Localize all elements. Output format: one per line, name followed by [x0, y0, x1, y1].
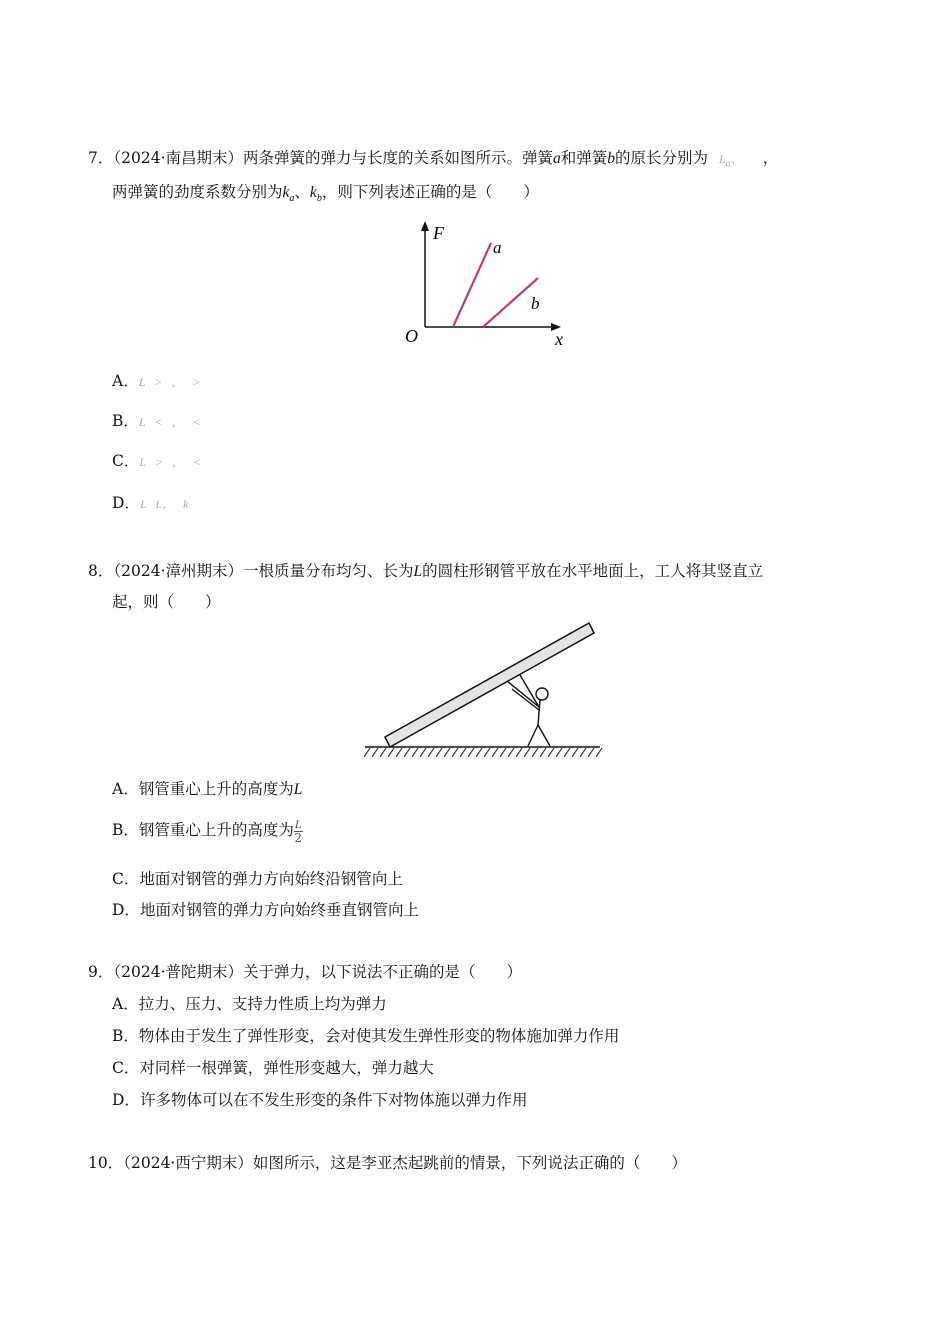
q9-text: 关于弹力，以下说法不正确的是（ ） — [243, 963, 523, 981]
q8-line1 — [88, 560, 763, 583]
q9-option-d-label: D． — [112, 1091, 140, 1109]
q8-ground-hatch — [364, 748, 602, 757]
q7-text2: 和弹簧 — [560, 149, 608, 167]
q7-option-b-content: L < ， < — [138, 415, 201, 429]
q7-lengths-faint: $L_a$、 — [718, 152, 737, 170]
q9-number: 9． — [88, 963, 114, 981]
q8-worker-icon — [507, 675, 550, 746]
q7-option-d-content: L L， k — [139, 497, 189, 511]
q8-text2: 的圆柱形钢管平放在水平地面上，工人将其竖直立 — [422, 562, 764, 580]
q7-option-c-label: C． — [112, 452, 140, 470]
q7-label-O: O — [405, 326, 418, 346]
q10-number: 10． — [88, 1154, 124, 1172]
q9-option-b[interactable] — [112, 1025, 619, 1047]
q8-option-d-label: D． — [112, 901, 140, 919]
q9-line1 — [88, 961, 522, 983]
q8-option-b[interactable] — [112, 812, 303, 848]
q9-option-d[interactable] — [112, 1089, 527, 1111]
q7-line2 — [112, 181, 539, 210]
q8-option-b-text: 钢管重心上升的高度为 — [138, 821, 294, 839]
q7-graph — [395, 215, 585, 350]
q9-option-c-label: C． — [112, 1059, 140, 1077]
q9-option-a-label: A． — [112, 995, 139, 1013]
q8-option-c-text: 地面对钢管的弹力方向始终沿钢管向上 — [139, 870, 403, 888]
q8-fraction-num: L — [294, 816, 302, 831]
q8-option-b-label: B． — [112, 821, 139, 839]
q7-sep: 、 — [294, 183, 310, 201]
q7-ka-sub: a — [289, 193, 295, 205]
q8-fraction-den: 2 — [294, 830, 303, 845]
q7-line2b: ，则下列表述正确的是（ ） — [321, 183, 539, 201]
q7-label-F: F — [433, 223, 444, 243]
q7-y-arrow-icon — [421, 221, 429, 231]
q7-text1: 两条弹簧的弹力与长度的关系如图所示。弹簧 — [243, 149, 554, 167]
q9-option-a[interactable] — [112, 993, 387, 1015]
q7-var-b: b — [607, 150, 616, 167]
q7-option-d[interactable] — [112, 492, 188, 515]
q9-option-b-label: B． — [112, 1027, 139, 1045]
q8-option-d[interactable] — [112, 899, 419, 921]
q7-source: （2024·南昌期末） — [113, 149, 243, 167]
q7-kb: k — [309, 184, 317, 201]
q7-text3: 的原长分别为 — [615, 149, 709, 167]
q8-var-L: L — [413, 563, 423, 580]
q9-option-c[interactable] — [112, 1057, 434, 1079]
q7-var-a: a — [553, 150, 561, 167]
q8-text1: 一根质量分布均匀、长为 — [243, 562, 414, 580]
q10-source: （2024·西宁期末） — [123, 1154, 253, 1172]
q7-option-a-label: A． — [112, 372, 139, 390]
q7-label-a: a — [493, 238, 502, 257]
q8-steel-pipe — [385, 623, 594, 747]
q7-option-c[interactable] — [112, 450, 201, 473]
q10-line1 — [88, 1152, 687, 1174]
q7-lengths-trail: ， — [762, 149, 779, 167]
q9-option-d-text: 许多物体可以在不发生形变的条件下对物体施以弹力作用 — [139, 1091, 528, 1109]
q7-ka: k — [282, 184, 290, 201]
q8-line2: 起，则（ ） — [112, 593, 221, 611]
q8-figure — [360, 615, 605, 760]
q7-option-a-content: L > ， > — [138, 375, 201, 389]
q9-option-a-text: 拉力、压力、支持力性质上均为弹力 — [138, 995, 387, 1013]
q8-option-b-fraction — [294, 818, 303, 845]
q7-line-a — [453, 243, 491, 327]
q8-option-a-text: 钢管重心上升的高度为 — [138, 780, 294, 798]
q7-number: 7． — [88, 149, 114, 167]
q9-option-c-text: 对同样一根弹簧，弹性形变越大，弹力越大 — [139, 1059, 434, 1077]
q9-source: （2024·普陀期末） — [113, 963, 243, 981]
q8-option-a-label: A． — [112, 780, 139, 798]
q8-option-a-var: L — [293, 781, 303, 798]
q8-option-c[interactable] — [112, 868, 403, 890]
q7-label-b: b — [531, 294, 540, 313]
q8-option-c-label: C． — [112, 870, 140, 888]
q8-option-d-text: 地面对钢管的弹力方向始终垂直钢管向上 — [139, 901, 419, 919]
q7-line1 — [88, 147, 778, 175]
q7-option-b[interactable] — [112, 410, 201, 433]
q7-line2a: 两弹簧的劲度系数分别为 — [112, 183, 283, 201]
q7-label-x: x — [555, 329, 563, 349]
q7-line-b — [483, 278, 538, 327]
q9-option-b-text: 物体由于发生了弹性形变，会对使其发生弹性形变的物体施加弹力作用 — [138, 1027, 620, 1045]
q7-option-b-label: B． — [112, 412, 139, 430]
q8-option-a[interactable] — [112, 778, 302, 801]
q7-option-a[interactable] — [112, 370, 200, 393]
q7-option-c-content: L > ， < — [139, 455, 202, 469]
q7-kb-sub: b — [316, 193, 322, 205]
q8-number: 8． — [88, 562, 114, 580]
q7-option-d-label: D． — [112, 494, 140, 512]
q10-text: 如图所示，这是李亚杰起跳前的情景，下列说法正确的（ ） — [252, 1154, 687, 1172]
q8-source: （2024·漳州期末） — [113, 562, 243, 580]
